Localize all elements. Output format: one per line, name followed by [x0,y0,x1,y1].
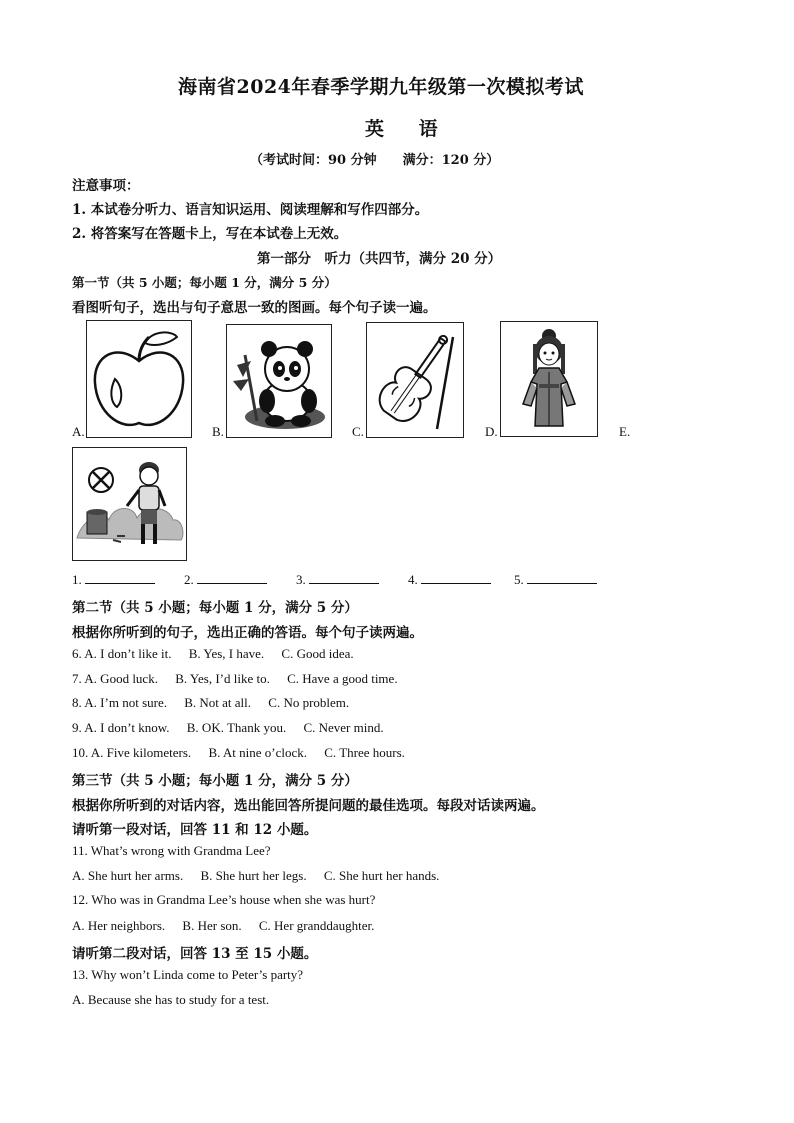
option-a: A. I don’t like it. [84,646,172,661]
section2-instruction: 根据你所听到的句子，选出正确的答语。每个句子读两遍。 [72,625,423,641]
question-6 [72,646,354,662]
option-c: C. Her granddaughter. [258,918,375,933]
question-number: 10. [72,745,89,760]
option-b: B. Her son. [182,918,242,933]
option-c: C. She hurt her hands. [323,868,440,883]
violin-picture [366,322,464,438]
question-12: 12. Who was in Grandma Lee’s house when she was hurt? [72,892,376,907]
question-9 [72,720,384,736]
exam-title: 海南省2024年春季学期九年级第一次模拟考试 [178,76,584,98]
question-11-options [72,868,439,884]
option-a: A. Five kilometers. [90,745,192,760]
option-b: B. Not at all. [184,695,252,710]
question-13: 13. Why won’t Linda come to Peter’s party? [72,967,304,982]
section2-heading: 第二节（共 5 小题；每小题 1 分，满分 5 分） [72,600,358,616]
picture-label-c: C. [352,424,364,439]
answer-blank-4[interactable] [408,571,491,588]
question-10 [72,745,405,761]
answer-blank-1[interactable] [72,571,155,588]
picture-label-b: B. [212,424,224,439]
section3-instruction: 根据你所听到的对话内容，选出能回答所提问题的最佳选项。每段对话读两遍。 [72,798,545,814]
subject-title: 英 语 [365,118,452,140]
section1-heading: 第一节（共 5 小题；每小题 1 分，满分 5 分） [72,275,337,290]
exam-info: （考试时间：90 分钟 满分：120 分） [250,153,500,168]
question-8 [72,695,349,711]
question-number: 6. [72,646,82,661]
answer-blank-5[interactable] [514,571,597,588]
picture-label-a: A. [72,424,85,439]
option-b: B. Yes, I have. [188,646,265,661]
option-a: A. Her neighbors. [72,918,166,933]
panda-picture [226,324,332,438]
question-12-options [72,918,374,934]
blank-number: 2. [184,572,194,587]
option-a: A. I’m not sure. [84,695,167,710]
option-b: B. Yes, I’d like to. [175,671,270,686]
option-a: A. She hurt her arms. [72,868,184,883]
blank-number: 3. [296,572,306,587]
option-b: B. At nine o’clock. [208,745,308,760]
option-b: B. OK. Thank you. [186,720,287,735]
blank-number: 5. [514,572,524,587]
option-a: A. Good luck. [84,671,158,686]
option-c: C. Have a good time. [287,671,398,686]
section1-instruction: 看图听句子，选出与句子意思一致的图画。每个句子读一遍。 [72,300,437,316]
picture-label-e: E. [619,424,631,439]
option-a: A. I don’t know. [84,720,170,735]
picture-label-d: D. [485,424,498,439]
no-littering-boy-picture [72,447,187,561]
option-c: C. Three hours. [324,745,405,760]
answer-blank-3[interactable] [296,571,379,588]
blank-number: 4. [408,572,418,587]
question-number: 8. [72,695,82,710]
option-c: C. Never mind. [303,720,384,735]
dialog2-heading: 请听第二段对话，回答 13 至 15 小题。 [72,946,318,962]
note-item: 1. 本试卷分听力、语言知识运用、阅读理解和写作四部分。 [72,202,429,218]
question-7 [72,671,398,687]
girl-in-hanfu-picture [500,321,598,437]
option-c: C. Good idea. [281,646,354,661]
option-b: B. She hurt her legs. [200,868,307,883]
question-13-option-a: A. Because she has to study for a test. [72,992,270,1007]
section3-heading: 第三节（共 5 小题；每小题 1 分，满分 5 分） [72,773,358,789]
question-number: 7. [72,671,82,686]
question-11: 11. What’s wrong with Grandma Lee? [72,843,271,858]
apple-picture [86,320,192,438]
notes-heading: 注意事项： [72,178,140,194]
note-item: 2. 将答案写在答题卡上，写在本试卷上无效。 [72,226,348,242]
answer-blank-2[interactable] [184,571,267,588]
option-c: C. No problem. [268,695,350,710]
dialog1-heading: 请听第一段对话，回答 11 和 12 小题。 [72,822,318,838]
blank-number: 1. [72,572,82,587]
question-number: 9. [72,720,82,735]
part1-heading: 第一部分 听力（共四节，满分 20 分） [257,251,502,267]
